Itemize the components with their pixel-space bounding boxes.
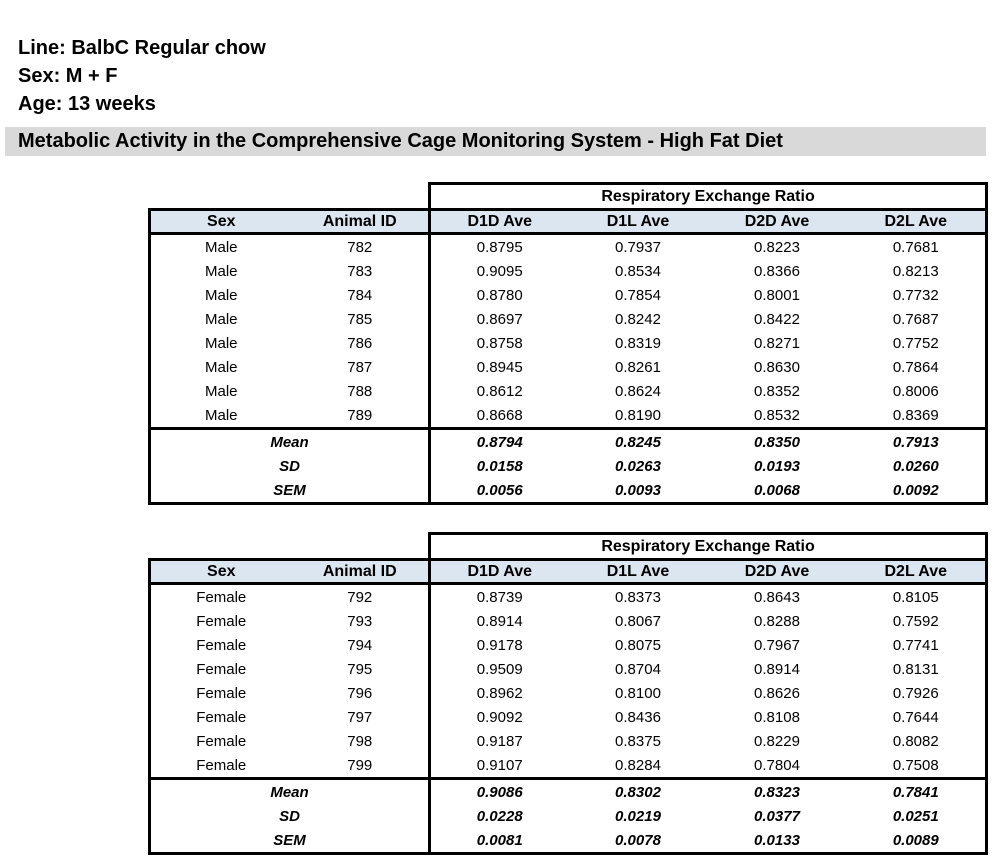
- table-cell: 0.8704: [615, 660, 661, 678]
- summary-value: 0.0092: [847, 478, 987, 504]
- summary-value: 0.0260: [847, 454, 987, 478]
- table-row: [150, 234, 987, 260]
- table-cell: 798: [347, 732, 373, 750]
- table-cell: 793: [347, 612, 373, 630]
- table-cell: 789: [347, 406, 373, 424]
- table-cell: 787: [347, 358, 373, 376]
- table-cell: 0.8213: [847, 259, 987, 283]
- table-cell: Female: [150, 681, 292, 705]
- summary-value: 0.8794: [430, 429, 569, 455]
- table-cell: 784: [347, 286, 373, 304]
- column-header-animal-id: Animal ID: [292, 560, 430, 584]
- summary-value: 0.8350: [708, 429, 847, 455]
- column-header-d1l-ave: D1L Ave: [569, 210, 708, 234]
- column-header-d2l-ave: D2L Ave: [847, 560, 987, 584]
- summary-label: SEM: [150, 828, 430, 854]
- table-cell: 0.8100: [615, 684, 661, 702]
- table-cell: 0.7508: [847, 753, 987, 779]
- summary-row: [150, 804, 987, 828]
- summary-value: 0.0219: [615, 807, 661, 825]
- table-cell: 0.8375: [615, 732, 661, 750]
- table-cell: 0.8373: [615, 588, 661, 606]
- age-info: Age: 13 weeks: [18, 93, 156, 115]
- table-cell: 0.8739: [430, 584, 569, 610]
- group-header: Respiratory Exchange Ratio: [430, 184, 987, 210]
- table-row: [150, 283, 987, 307]
- table-cell: 0.7681: [847, 234, 987, 260]
- table-cell: 797: [347, 708, 373, 726]
- summary-value: 0.9086: [430, 779, 569, 805]
- table-cell: 0.8668: [430, 403, 569, 429]
- table-cell: 0.7592: [847, 609, 987, 633]
- table-cell: 0.8624: [615, 382, 661, 400]
- table-cell: 792: [347, 588, 373, 606]
- summary-value: 0.8323: [708, 779, 847, 805]
- table-cell: Female: [150, 609, 292, 633]
- table-row: [150, 633, 987, 657]
- column-header-d2d-ave: D2D Ave: [708, 560, 847, 584]
- table-row: [150, 729, 987, 753]
- table-cell: Female: [150, 753, 292, 779]
- column-header-row: [150, 210, 987, 234]
- table-cell: 0.8108: [754, 708, 800, 726]
- table-cell: 0.8229: [754, 732, 800, 750]
- male-metrics-table: [148, 182, 988, 505]
- female-metrics-table: [148, 532, 988, 855]
- line-info: Line: BalbC Regular chow: [18, 37, 266, 59]
- table-row: [150, 705, 987, 729]
- table-cell: 0.8131: [847, 657, 987, 681]
- table-row: [150, 609, 987, 633]
- table-cell: 788: [347, 382, 373, 400]
- page-title: Metabolic Activity in the Comprehensive Cage Monitoring System - High Fat Diet: [5, 127, 986, 156]
- table-cell: 782: [347, 238, 373, 256]
- spacer-cell: [150, 534, 430, 560]
- summary-row: [150, 429, 987, 455]
- table-cell: 0.8223: [754, 238, 800, 256]
- summary-value: 0.0158: [430, 454, 569, 478]
- table-cell: Male: [150, 355, 292, 379]
- table-cell: 0.9178: [430, 633, 569, 657]
- summary-value: 0.0093: [569, 478, 708, 504]
- summary-value: 0.0056: [430, 478, 569, 504]
- table-cell: 785: [347, 310, 373, 328]
- summary-value: 0.0228: [430, 804, 569, 828]
- summary-row: [150, 779, 987, 805]
- table-cell: 0.8630: [754, 358, 800, 376]
- column-header-d1l-ave: D1L Ave: [569, 560, 708, 584]
- table-cell: 0.8914: [430, 609, 569, 633]
- column-header-d2d-ave: D2D Ave: [708, 210, 847, 234]
- summary-label: Mean: [150, 429, 430, 455]
- summary-value: 0.0251: [847, 804, 987, 828]
- table-cell: 0.8626: [754, 684, 800, 702]
- summary-value: 0.0377: [754, 807, 800, 825]
- table-cell: 0.7854: [615, 286, 661, 304]
- table-row: [150, 379, 987, 403]
- column-header-sex: Sex: [150, 560, 292, 584]
- table-cell: 0.8261: [615, 358, 661, 376]
- table-cell: Female: [150, 705, 292, 729]
- summary-value: 0.7913: [847, 429, 987, 455]
- column-header-row: [150, 560, 987, 584]
- summary-value: 0.0133: [708, 828, 847, 854]
- summary-label: SD: [150, 804, 430, 828]
- table-cell: Female: [150, 633, 292, 657]
- table-cell: 0.8914: [754, 660, 800, 678]
- table-row: [150, 657, 987, 681]
- table-cell: 0.7741: [847, 633, 987, 657]
- table-cell: 0.8105: [847, 584, 987, 610]
- table-cell: 796: [347, 684, 373, 702]
- table-cell: 0.8945: [430, 355, 569, 379]
- summary-value: 0.8245: [569, 429, 708, 455]
- table-cell: 0.8436: [615, 708, 661, 726]
- summary-value: 0.7841: [847, 779, 987, 805]
- table-cell: 799: [347, 756, 373, 774]
- table-cell: 0.9095: [430, 259, 569, 283]
- table-cell: 0.9509: [430, 657, 569, 681]
- table-cell: 0.8612: [430, 379, 569, 403]
- column-header-d1d-ave: D1D Ave: [430, 560, 569, 584]
- report-info-block: [18, 34, 266, 118]
- table-row: [150, 584, 987, 610]
- table-cell: 0.8006: [847, 379, 987, 403]
- table-cell: Male: [150, 331, 292, 355]
- spacer-cell: [150, 184, 430, 210]
- column-header-d1d-ave: D1D Ave: [430, 210, 569, 234]
- table-cell: 0.8962: [430, 681, 569, 705]
- table-cell: 0.8271: [754, 334, 800, 352]
- summary-row: [150, 454, 987, 478]
- table-cell: 0.8369: [847, 403, 987, 429]
- table-row: [150, 403, 987, 429]
- table-cell: 0.9092: [430, 705, 569, 729]
- table-cell: 0.8319: [615, 334, 661, 352]
- table-cell: 0.8190: [615, 406, 661, 424]
- table-cell: Female: [150, 584, 292, 610]
- table-cell: 0.8780: [430, 283, 569, 307]
- summary-label: SD: [150, 454, 430, 478]
- table-row: [150, 259, 987, 283]
- table-cell: 783: [347, 262, 373, 280]
- table-cell: 0.8288: [754, 612, 800, 630]
- table-cell: Male: [150, 379, 292, 403]
- table-cell: 0.7752: [847, 331, 987, 355]
- table-cell: 0.8082: [847, 729, 987, 753]
- table-cell: 0.8422: [754, 310, 800, 328]
- sex-info: Sex: M + F: [18, 65, 118, 87]
- summary-value: 0.0078: [569, 828, 708, 854]
- table-cell: 0.8352: [754, 382, 800, 400]
- table-cell: 0.7644: [847, 705, 987, 729]
- column-header-sex: Sex: [150, 210, 292, 234]
- table-cell: 0.7732: [847, 283, 987, 307]
- table-cell: 0.7864: [847, 355, 987, 379]
- table-cell: 0.9107: [430, 753, 569, 779]
- table-cell: 0.8532: [754, 406, 800, 424]
- table-cell: Male: [150, 234, 292, 260]
- group-header-row: [150, 534, 987, 560]
- table-row: [150, 355, 987, 379]
- table-cell: 0.8697: [430, 307, 569, 331]
- table-cell: 0.7926: [847, 681, 987, 705]
- table-row: [150, 681, 987, 705]
- table-cell: 0.8075: [615, 636, 661, 654]
- table-cell: Male: [150, 403, 292, 429]
- table-cell: 0.8795: [430, 234, 569, 260]
- summary-value: 0.0068: [708, 478, 847, 504]
- column-header-d2l-ave: D2L Ave: [847, 210, 987, 234]
- table-cell: 0.7967: [754, 636, 800, 654]
- table-cell: 0.8242: [615, 310, 661, 328]
- table-cell: 0.8643: [754, 588, 800, 606]
- summary-value: 0.0263: [615, 457, 661, 475]
- table-cell: Female: [150, 657, 292, 681]
- summary-label: SEM: [150, 478, 430, 504]
- table-cell: 0.7687: [847, 307, 987, 331]
- column-header-animal-id: Animal ID: [292, 210, 430, 234]
- table-row: [150, 331, 987, 355]
- table-row: [150, 307, 987, 331]
- table-cell: 0.7937: [615, 238, 661, 256]
- table-cell: Female: [150, 729, 292, 753]
- table-cell: 0.8534: [615, 262, 661, 280]
- summary-value: 0.0081: [430, 828, 569, 854]
- group-header-row: [150, 184, 987, 210]
- summary-label: Mean: [150, 779, 430, 805]
- table-cell: Male: [150, 283, 292, 307]
- group-header: Respiratory Exchange Ratio: [430, 534, 987, 560]
- summary-row: [150, 478, 987, 504]
- table-cell: 0.8366: [754, 262, 800, 280]
- table-cell: 0.7804: [754, 756, 800, 774]
- table-cell: 794: [347, 636, 373, 654]
- table-cell: Male: [150, 307, 292, 331]
- table-row: [150, 753, 987, 779]
- table-cell: 786: [347, 334, 373, 352]
- table-cell: 0.9187: [430, 729, 569, 753]
- summary-row: [150, 828, 987, 854]
- table-cell: 0.8067: [615, 612, 661, 630]
- summary-value: 0.8302: [569, 779, 708, 805]
- table-cell: 0.8284: [615, 756, 661, 774]
- table-cell: Male: [150, 259, 292, 283]
- table-cell: 795: [347, 660, 373, 678]
- table-cell: 0.8001: [754, 286, 800, 304]
- summary-value: 0.0089: [847, 828, 987, 854]
- summary-value: 0.0193: [754, 457, 800, 475]
- table-cell: 0.8758: [430, 331, 569, 355]
